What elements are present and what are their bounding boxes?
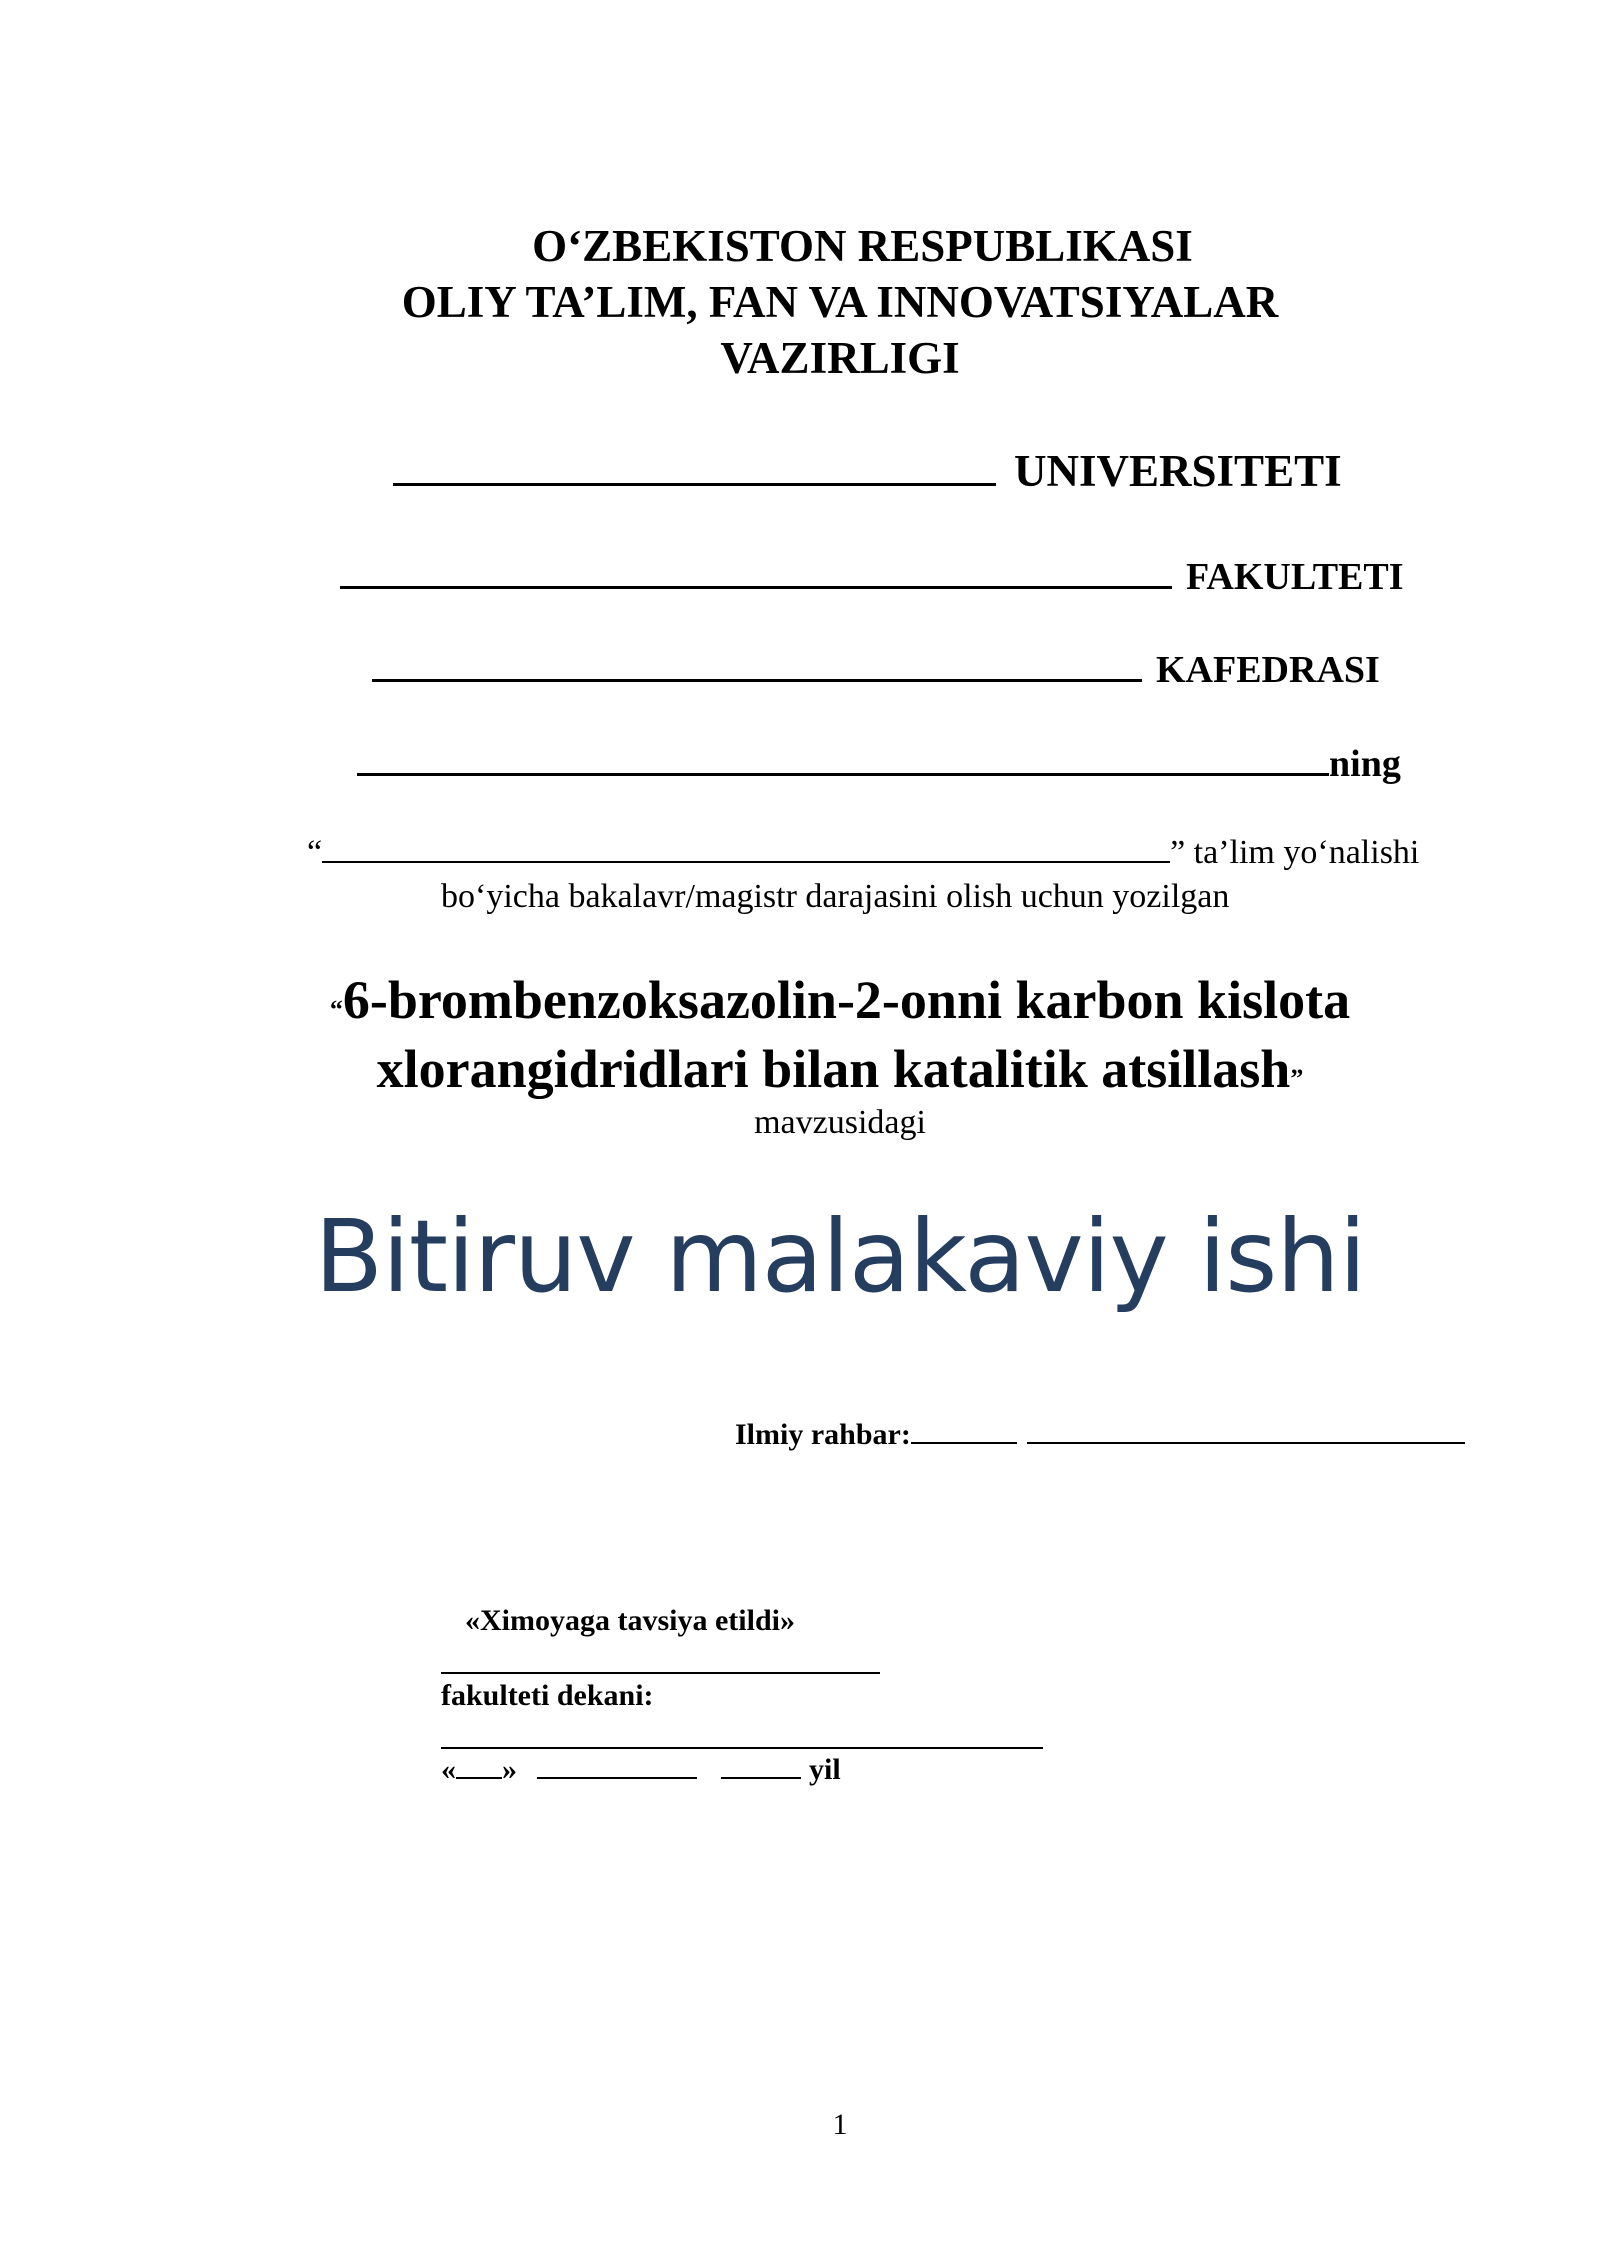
department-label: KAFEDRASI <box>1156 649 1380 691</box>
student-suffix: ning <box>1329 743 1401 785</box>
student-blank <box>357 772 1329 776</box>
direction-open-quote: “ <box>307 834 323 871</box>
direction-line-1 <box>307 834 1419 872</box>
page-number: 1 <box>832 2108 848 2141</box>
dean-signature-line <box>441 1747 1043 1749</box>
document-type-title: Bitiruv malakaviy ishi <box>314 1198 1366 1315</box>
ministry-line-3: VAZIRLIGI <box>720 333 960 383</box>
department-field <box>372 648 1380 692</box>
faculty-blank <box>340 585 1172 589</box>
supervisor-field <box>735 1418 1465 1452</box>
university-label: UNIVERSITETI <box>1014 446 1342 496</box>
ministry-line-2: OLIY TA’LIM, FAN VA INNOVATSIYALAR <box>401 277 1279 327</box>
date-open-quote: « <box>441 1753 456 1786</box>
faculty-label: FAKULTETI <box>1186 556 1404 598</box>
topic-line-2-text: xlorangidridlari bilan katalitik atsillash <box>376 1039 1291 1099</box>
direction-line-2: bo‘yicha bakalavr/magistr darajasini olish uchun yozilgan <box>441 878 1230 915</box>
supervisor-blank-short <box>911 1441 1017 1444</box>
dean-label: fakulteti dekani: <box>441 1679 654 1712</box>
department-blank <box>372 678 1142 682</box>
date-field <box>441 1753 841 1787</box>
date-day-blank <box>456 1776 502 1779</box>
date-year-blank <box>721 1776 801 1779</box>
recommended-text: «Ximoyaga tavsiya etildi» <box>465 1604 795 1637</box>
date-month-blank <box>537 1776 697 1779</box>
date-close-quote: » <box>502 1753 517 1786</box>
topic-close-quote: ” <box>1290 1064 1304 1093</box>
direction-suffix: ” ta’lim yo‘nalishi <box>1170 834 1420 871</box>
topic-open-quote: “ <box>329 995 343 1024</box>
date-year-suffix: yil <box>809 1753 841 1786</box>
recommended-signature-line <box>441 1672 880 1674</box>
supervisor-blank-long <box>1027 1441 1465 1444</box>
topic-line-1-text: 6-brombenzoksazolin-2-onni karbon kislota <box>342 970 1351 1030</box>
faculty-field <box>340 555 1404 599</box>
topic-line-2 <box>0 1034 1600 1114</box>
ministry-line-1: O‘ZBEKISTON RESPUBLIKASI <box>532 221 1193 271</box>
topic-suffix: mavzusidagi <box>754 1104 926 1141</box>
university-field <box>393 445 1342 497</box>
student-field <box>357 742 1401 786</box>
supervisor-label: Ilmiy rahbar: <box>735 1418 911 1451</box>
topic-line-1 <box>0 965 1600 1045</box>
direction-blank <box>322 860 1170 863</box>
university-blank <box>393 482 996 486</box>
